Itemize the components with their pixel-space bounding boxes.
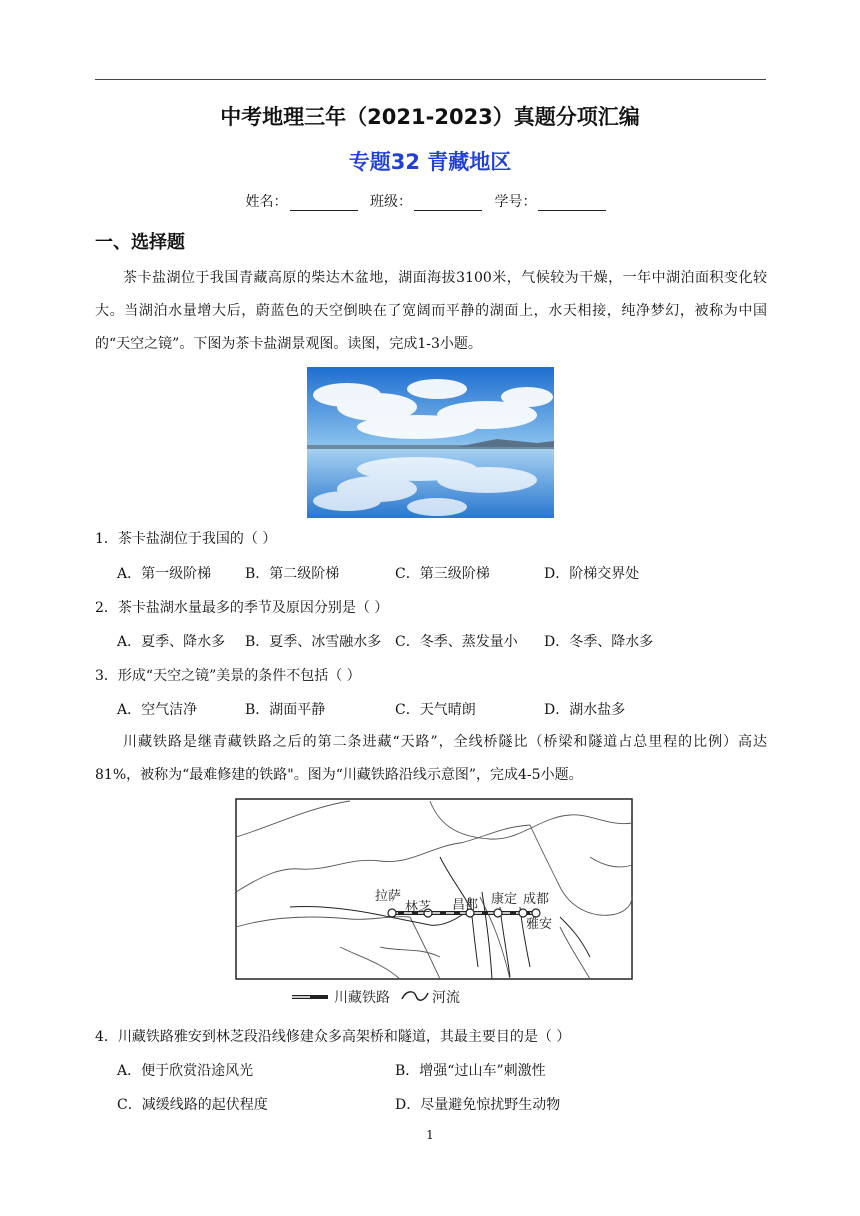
river-legend-icon [402, 992, 428, 1000]
section-heading: 一、选择题 [95, 232, 185, 253]
map-city-label: 拉萨 [375, 888, 402, 903]
id-blank[interactable] [538, 196, 606, 211]
map-city-label: 成都 [523, 891, 550, 906]
name-blank[interactable] [290, 196, 358, 211]
question-1-option-c[interactable]: C．第三级阶梯 [395, 566, 490, 582]
question-3-option-a[interactable]: A．空气洁净 [117, 702, 198, 718]
question-1-option-b[interactable]: B．第二级阶梯 [245, 566, 340, 582]
page-number: 1 [426, 1128, 434, 1142]
map-city-label: 雅安 [526, 916, 553, 931]
question-2-option-a[interactable]: A．夏季、降水多 [117, 634, 226, 650]
class-label: 班级： [370, 194, 412, 210]
document-subtitle: 专题32 青藏地区 [348, 150, 512, 174]
map-city-label: 林芝 [405, 899, 432, 914]
map-city-label: 昌都 [452, 897, 479, 912]
question-1-option-d[interactable]: D．阶梯交界处 [544, 566, 640, 582]
question-2-option-c[interactable]: C．冬季、蒸发量小 [395, 634, 518, 650]
legend-railway-label: 川藏铁路 [334, 989, 390, 1005]
question-1-stem: 1．茶卡盐湖位于我国的（ ） [95, 531, 277, 547]
question-2-option-b[interactable]: B．夏季、冰雪融水多 [245, 634, 382, 650]
name-label: 姓名： [245, 194, 288, 210]
class-blank[interactable] [414, 196, 482, 211]
map-city-label: 康定 [491, 891, 518, 906]
passage-chaka: 茶卡盐湖位于我国青藏高原的柴达木盆地，湖面海拔3100米，气候较为干燥，一年中湖泊面积变化较大。当湖泊水量增大后，蔚蓝色的天空倒映在了宽阔而平静的湖面上，水天相接，纯净梦幻，被称为中国的“天空之镜”。下图为茶卡盐湖景观图。读图，完成1-3小题。 [95, 270, 767, 352]
student-info-line [0, 191, 860, 211]
question-2-option-d[interactable]: D．冬季、降水多 [544, 634, 654, 650]
question-4-option-d[interactable]: D．尽量避免惊扰野生动物 [395, 1097, 561, 1113]
document-title: 中考地理三年（2021-2023）真题分项汇编 [220, 105, 640, 129]
question-3-option-d[interactable]: D．湖水盐多 [544, 702, 626, 718]
question-3-option-b[interactable]: B．湖面平静 [245, 702, 326, 718]
question-3-stem: 3．形成“天空之镜”美景的条件不包括（ ） [95, 668, 361, 684]
question-4-stem: 4．川藏铁路雅安到林芝段沿线修建众多高架桥和隧道，其最主要目的是（ ） [95, 1029, 571, 1045]
railway-map [230, 797, 634, 1007]
question-4-option-c[interactable]: C．减缓线路的起伏程度 [117, 1097, 268, 1113]
id-label: 学号： [494, 194, 537, 210]
legend-river-label: 河流 [432, 989, 460, 1005]
question-4-option-b[interactable]: B．增强“过山车”刺激性 [395, 1063, 546, 1079]
question-1-option-a[interactable]: A．第一级阶梯 [117, 566, 212, 582]
question-2-stem: 2．茶卡盐湖水量最多的季节及原因分别是（ ） [95, 600, 389, 616]
chaka-lake-photo [307, 367, 554, 518]
header-rule [95, 79, 766, 80]
passage-railway: 川藏铁路是继青藏铁路之后的第二条进藏“天路”，全线桥隧比（桥梁和隧道占总里程的比例）高达81%，被称为“最难修建的铁路"。图为“川藏铁路沿线示意图”，完成4-5小题。 [95, 734, 767, 783]
question-4-option-a[interactable]: A．便于欣赏沿途风光 [117, 1063, 254, 1079]
map-legend [292, 989, 460, 1005]
question-3-option-c[interactable]: C．天气晴朗 [395, 702, 476, 718]
